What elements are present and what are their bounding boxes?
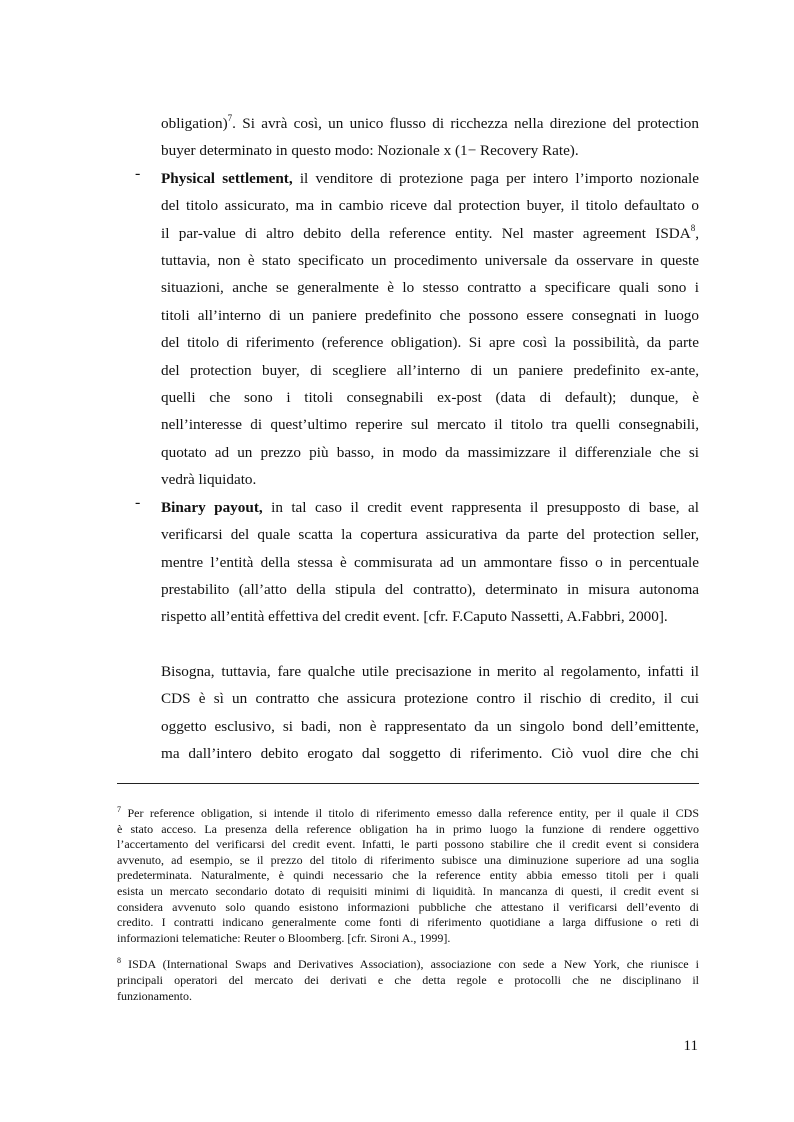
footnote-line: credito. I contratti indicano generalmente come fonti di riferimento quotidiane a larga diffusione o reti di	[117, 915, 699, 930]
text-line: quotato ad un prezzo più basso, in modo da massimizzare il differenziale che si	[161, 443, 699, 461]
text-line: ma dall’intero debito erogato dal soggetto di riferimento. Ciò vuol dire che chi	[161, 744, 699, 762]
footnote-separator	[117, 783, 699, 784]
footnote-line: avvenuto, ad esempio, se il prezzo del titolo di riferimento subisce una diminuzione superiore ad una soglia	[117, 852, 699, 867]
footnote-line: funzionamento.	[117, 988, 192, 1003]
text-line: nell’interesse di quest’ultimo reperire sul mercato il titolo tra quelli consegnabili,	[161, 416, 699, 434]
footnote-ref-7[interactable]: 7	[227, 113, 233, 123]
page-number: 11	[683, 1038, 698, 1054]
text-line: tuttavia, non è stato specificato un procedimento universale da osservare in queste	[161, 252, 699, 270]
footnote-line: informazioni telematiche: Reuter o Bloomberg. [cfr. Sironi A., 1999].	[117, 930, 451, 945]
footnote-line: $^7$ Per reference obligation, si intende il titolo di riferimento emesso dalla reference entity, per il quale il CDS	[117, 805, 699, 820]
text-line: obligation)$^7$. Si avrà così, un unico flusso di ricchezza nella direzione del protection	[161, 113, 699, 132]
footnote-mark: 7	[117, 805, 121, 814]
closing-paragraph	[117, 658, 699, 768]
footnote-ref-8[interactable]: 8	[690, 222, 696, 233]
list-item-binary-payout	[117, 494, 699, 631]
text-line: del titolo di riferimento (reference obligation). Si apre così la possibilità, da parte	[161, 334, 699, 352]
footnote-line: esista un mercato secondario dotato di requisiti minimi di liquidità. In mancanza di questi, il credit event si	[117, 883, 699, 898]
text-line: Physical settlement, il venditore di protezione paga per intero l’importo nozionale	[161, 169, 700, 187]
text-line: titoli all’interno di un paniere predefinito che possono essere consegnati in luogo	[161, 306, 699, 324]
text-line: mentre l’entità della stessa è commisurata ad un ammontare fisso o in percentuale	[161, 553, 699, 571]
footnote-line: predeterminata. Naturalmente, è quindi necessario che la reference entity abbia emesso titoli per i quali	[117, 868, 699, 883]
footnote-7	[117, 806, 699, 946]
footnote-8	[117, 957, 699, 1004]
text-line: del protection buyer, di scegliere all’interno di un paniere predefinito ex-ante,	[161, 361, 699, 379]
footnotes	[117, 806, 699, 1004]
text-line: vedrà liquidato.	[161, 471, 257, 489]
text-line: il par-value di altro debito della reference entity. Nel master agreement ISDA$^8$,	[161, 222, 699, 242]
text-line: oggetto esclusivo, si badi, non è rappresentato da un singolo bond dell’emittente,	[161, 717, 699, 735]
footnote-line: principali operatori del mercato dei derivati e che detta regole e protocolli che ne disciplinano il	[117, 972, 699, 987]
list-item-physical-settlement	[117, 165, 699, 494]
text-line: quelli che sono i titoli consegnabili ex-post (data di default); dunque, è	[161, 389, 699, 407]
text-line: CDS è sì un contratto che assicura protezione contro il rischio di credito, il cui	[161, 690, 699, 708]
list-dash: -	[135, 164, 141, 182]
paragraph-gap	[117, 631, 699, 658]
text-line: situazioni, anche se generalmente è lo stesso contratto a specificare quali sono i	[161, 279, 699, 297]
main-text	[117, 110, 699, 767]
text-line: prestabilito (all’atto della stipula del contratto), determinato in misura autonoma	[161, 580, 699, 598]
paragraph-continuation	[117, 110, 699, 165]
footnote-mark: 8	[117, 956, 121, 966]
term-binary-payout: Binary payout,	[161, 498, 263, 516]
footnote-line: l’accertamento del verificarsi del credit event. Infatti, le parti possono stabilire che il credit event si considera	[117, 837, 699, 852]
footnote-line: è stato acceso. La presenza della reference obligation ha in primo luogo la funzione di rendere oggettivo	[117, 821, 699, 836]
text-line: buyer determinato in questo modo: Nozionale x (1− Recovery Rate).	[161, 142, 579, 160]
footnote-line: $^8$ ISDA (International Swaps and Derivatives Association), associazione con sede a New York, che riunisce i	[117, 956, 699, 972]
text-line: Bisogna, tuttavia, fare qualche utile precisazione in merito al regolamento, infatti il	[161, 662, 699, 680]
list-dash: -	[135, 493, 141, 511]
text-line: del titolo assicurato, ma in cambio riceve dal protection buyer, il titolo defaultato o	[161, 197, 699, 215]
text-line: rispetto all’entità effettiva del credit event. [cfr. F.Caputo Nassetti, A.Fabbri, 2000].	[161, 608, 668, 626]
footnote-line: considera avvenuto solo quando esistono informazioni pubbliche che attestano il verificarsi dell’evento di	[117, 899, 699, 914]
term-physical-settlement: Physical settlement,	[161, 169, 293, 187]
text-line: verificarsi del quale scatta la copertura assicurativa da parte del protection seller,	[161, 526, 699, 544]
text-line: Binary payout, in tal caso il credit event rappresenta il presupposto di base, al	[161, 498, 699, 516]
